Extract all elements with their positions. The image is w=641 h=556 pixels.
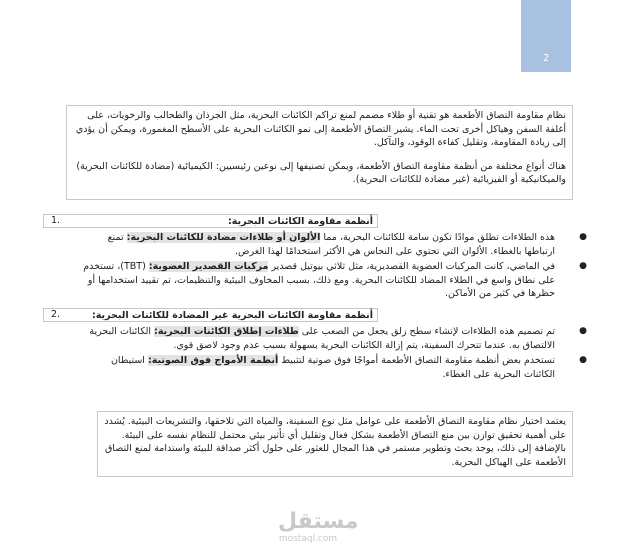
bullet-icon: ● xyxy=(579,355,587,365)
intro-paragraph-1: نظام مقاومة التصاق الأطعمة هو تقنية أو طلاء مصمم لمنع تراكم الكائنات البحرية، مثل الجرذان والطحالب والرخويات، على أغلفة السفن وهياكل أخرى تحت الماء. يشير التصاق الأطعمة إلى نمو الكائنات البحرية على الأسطح المغمورة، ويمكن أن يؤدي إلى زيادة المقاومة، وتقليل كفاءة الوقود، والتآكل. xyxy=(75,110,566,148)
item-text-before: هذه الطلاءات تطلق موادًا تكون سامة للكائنات البحرية، مما xyxy=(323,232,555,243)
intro-box xyxy=(66,105,573,200)
bullet-icon: ● xyxy=(579,232,587,242)
list-item xyxy=(83,325,587,352)
section-2-heading xyxy=(43,308,573,322)
item-text-after: (TBT)، تستخدم على نطاق واسع في الطلاء المضاد للكائنات البحرية. ومع ذلك، بسبب المخاوف البيئية والتنظيمات، تم تقييد استخدامها أو حظرها في كثير من الأماكن. xyxy=(83,261,555,299)
item-text-after: استيطان الكائنات البحرية على الغطاء. xyxy=(110,355,555,380)
conclusion-paragraph: يعتمد اختيار نظام مقاومة التصاق الأطعمة على عوامل مثل نوع السفينة، والمياه التي تلاحقها، والتشريعات البيئية. يُشدد على أهمية تحقيق توازن بين منع التصاق الأطعمة بشكل فعال وتقليل أي تأثير بيئي محتمل للنظام نفسه على البيئة. بالإضافة إلى ذلك، يوجد بحث وتطوير مستمر في هذا المجال للعثور على حلول أكثر صداقة للبيئة واستدامة لمنع التصاق الأطعمة على الهياكل البحرية. xyxy=(104,416,566,468)
list-item xyxy=(83,231,587,258)
bullet-icon: ● xyxy=(579,261,587,271)
item-text-after: الكائنات البحرية الالتصاق به. عندما تتحرك السفينة، يتم إزالة الكائنات البحرية بسهولة بسبب عدم وجود لاصق قوي. xyxy=(89,326,555,351)
item-highlight: أنظمة الأمواج فوق الصوتية: xyxy=(147,355,279,366)
section-2-title: أنظمة مقاومة الكائنات البحرية غير المضادة للكائنات البحرية: xyxy=(43,308,378,322)
list-item xyxy=(83,354,587,381)
item-highlight: طلاءات إطلاق الكائنات البحرية: xyxy=(154,326,299,337)
watermark-latin: mostaql.com xyxy=(278,534,338,544)
section-1-list xyxy=(83,231,587,301)
list-item xyxy=(83,260,587,301)
conclusion-box xyxy=(97,411,573,477)
item-text-after: تمنع ارتباطها بالغطاء. الألوان التي تحتوي على النحاس هي الأكثر استخدامًا لهذا الغرض. xyxy=(107,232,555,257)
section-1-number: 1. xyxy=(51,215,61,226)
item-highlight: مركبات القصدير العضوية: xyxy=(148,261,269,272)
item-highlight: الألوان أو طلاءات مضادة للكائنات البحرية: xyxy=(126,232,321,243)
page-number: 2 xyxy=(542,53,550,64)
section-1-title: أنظمة مقاومة الكائنات البحرية: xyxy=(43,214,378,228)
item-text-before: في الماضي، كانت المركبات العضوية القصديرية، مثل ثلاثي بيوتيل قصدير xyxy=(271,261,555,272)
item-text-before: تستخدم بعض أنظمة مقاومة التصاق الأطعمة أمواجًا فوق صوتية لتثبيط xyxy=(281,355,555,366)
bullet-icon: ● xyxy=(579,326,587,336)
page-number-badge xyxy=(521,0,571,72)
item-text-before: تم تصميم هذه الطلاءات لإنشاء سطح زلق يجعل من الصعب على xyxy=(301,326,555,337)
section-2-list xyxy=(83,325,587,381)
section-2-number: 2. xyxy=(51,309,61,320)
watermark-logo xyxy=(278,509,359,554)
section-1-heading xyxy=(43,214,573,228)
watermark-arabic: مستقل xyxy=(278,509,359,534)
intro-paragraph-2: هناك أنواع مختلفة من أنظمة مقاومة التصاق الأطعمة، ويمكن تصنيفها إلى نوعين رئيسيين: الكيميائية (مضادة للكائنات البحرية) والميكانيكية أو الفيزيائية (غير مضادة للكائنات البحرية). xyxy=(76,160,566,185)
